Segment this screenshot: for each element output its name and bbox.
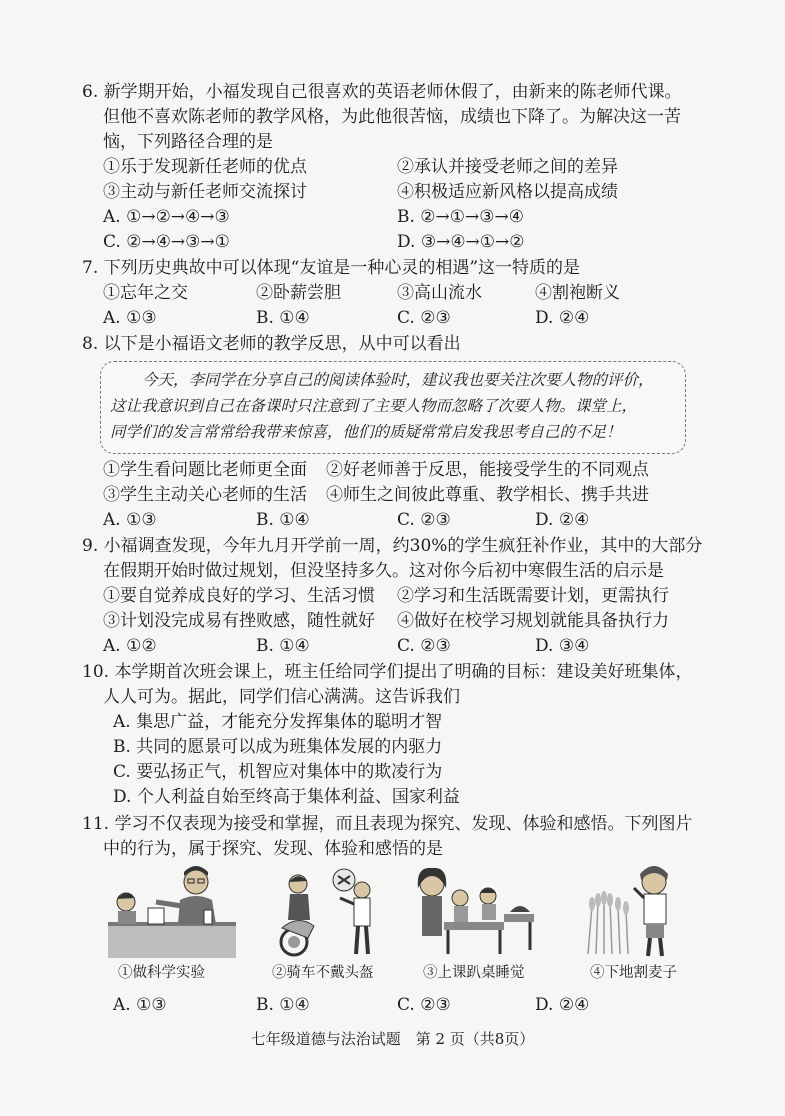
q7-stem: 7. 下列历史典故中可以体现“友谊是一种心灵的相遇”这一特质的是 <box>82 258 581 278</box>
picture-caption-4: ④下地割麦子 <box>590 965 677 981</box>
q7-option-c: C. ②③ <box>397 308 451 328</box>
q6-stem-line-3: 恼，下列路径合理的是 <box>103 132 273 152</box>
q6-stem-line-2: 但他不喜欢陈老师的教学风格，为此他很苦恼，成绩也下降了。为解决这一苦 <box>103 107 681 127</box>
q7-item-3: ③高山流水 <box>397 283 482 303</box>
q10-stem-line-1: 10. 本学期首次班会课上，班主任给同学们提出了明确的目标：建设美好班集体， <box>82 662 693 682</box>
science-experiment-illustration <box>108 862 236 958</box>
q9-item-1: ①要自觉养成良好的学习、生活习惯 <box>103 586 375 606</box>
q8-item-2: ②好老师善于反思，能接受学生的不同观点 <box>326 460 649 480</box>
q6-item-1: ①乐于发现新任老师的优点 <box>103 157 307 177</box>
page-footer: 七年级道德与法治试题 第 2 页（共8页） <box>250 1030 535 1048</box>
sleeping-in-class-illustration <box>414 862 536 958</box>
q11-option-c: C. ②③ <box>397 995 451 1015</box>
quote-line-2: 这让我意识到自己在备课时只注意到了主要人物而忽略了次要人物。课堂上， <box>110 397 638 415</box>
q9-option-b: B. ①④ <box>256 636 310 656</box>
q6-option-b: B. ②→①→③→④ <box>397 207 524 227</box>
q11-option-a: A. ①③ <box>113 995 167 1015</box>
q8-item-3: ③学生主动关心老师的生活 <box>103 485 307 505</box>
q9-item-3: ③计划没完成易有挫败感，随性就好 <box>103 611 375 631</box>
q8-option-c: C. ②③ <box>397 510 451 530</box>
harvesting-wheat-illustration <box>578 862 688 958</box>
q10-option-d: D. 个人利益自始至终高于集体利益、国家利益 <box>113 787 460 807</box>
q7-item-4: ④割袍断义 <box>535 283 620 303</box>
q6-option-a: A. ①→②→④→③ <box>103 207 230 227</box>
q6-item-3: ③主动与新任老师交流探讨 <box>103 182 307 202</box>
q8-item-1: ①学生看问题比老师更全面 <box>103 460 307 480</box>
q7-option-b: B. ①④ <box>256 308 310 328</box>
q8-option-d: D. ②④ <box>535 510 590 530</box>
q11-stem-line-1: 11. 学习不仅表现为接受和掌握，而且表现为探究、发现、体验和感悟。下列图片 <box>82 814 693 834</box>
q10-stem-line-2: 人人可为。据此，同学们信心满满。这告诉我们 <box>103 687 460 707</box>
picture-caption-1: ①做科学实验 <box>118 965 205 981</box>
q9-option-a: A. ①② <box>103 636 157 656</box>
q11-option-d: D. ②④ <box>535 995 590 1015</box>
q10-option-b: B. 共同的愿景可以成为班集体发展的内驱力 <box>113 737 443 757</box>
q10-option-c: C. 要弘扬正气，机智应对集体中的欺凌行为 <box>113 762 443 782</box>
q7-option-a: A. ①③ <box>103 308 157 328</box>
q6-option-c: C. ②→④→③→① <box>103 232 230 252</box>
q6-item-4: ④积极适应新风格以提高成绩 <box>397 182 618 202</box>
q7-option-d: D. ②④ <box>535 308 590 328</box>
q10-option-a: A. 集思广益，才能充分发挥集体的聪明才智 <box>113 712 443 732</box>
q6-option-d: D. ③→④→①→② <box>397 232 525 252</box>
picture-caption-2: ②骑车不戴头盔 <box>272 965 374 981</box>
quote-line-1: 今天，李同学在分享自己的阅读体验时，建议我也要关注次要人物的评价， <box>142 371 654 389</box>
q9-item-4: ④做好在校学习规划就能具备执行力 <box>397 611 669 631</box>
q6-stem-line-1: 6. 新学期开始，小福发现自己很喜欢的英语老师休假了，由新来的陈老师代课。 <box>82 82 682 102</box>
q9-stem-line-1: 9. 小福调查发现，今年九月开学前一周，约30%的学生疯狂补作业，其中的大部分 <box>82 536 703 556</box>
q7-item-1: ①忘年之交 <box>103 283 188 303</box>
riding-without-helmet-illustration <box>268 862 388 958</box>
q11-stem-line-2: 中的行为，属于探究、发现、体验和感悟的是 <box>103 839 443 859</box>
q8-option-a: A. ①③ <box>103 510 157 530</box>
q9-option-d: D. ③④ <box>535 636 590 656</box>
quote-line-3: 同学们的发言常常给我带来惊喜，他们的质疑常常启发我思考自己的不足！ <box>110 423 622 441</box>
q9-item-2: ②学习和生活既需要计划，更需执行 <box>397 586 669 606</box>
q7-item-2: ②卧薪尝胆 <box>256 283 341 303</box>
q9-stem-line-2: 在假期开始时做过规划，但没坚持多久。这对你今后初中寒假生活的启示是 <box>103 561 664 581</box>
picture-caption-3: ③上课趴桌睡觉 <box>423 965 525 981</box>
q8-item-4: ④师生之间彼此尊重、教学相长、携手共进 <box>326 485 649 505</box>
q6-item-2: ②承认并接受老师之间的差异 <box>397 157 618 177</box>
q8-option-b: B. ①④ <box>256 510 310 530</box>
q11-option-b: B. ①④ <box>256 995 310 1015</box>
q8-stem: 8. 以下是小福语文老师的教学反思，从中可以看出 <box>82 334 461 354</box>
q9-option-c: C. ②③ <box>397 636 451 656</box>
